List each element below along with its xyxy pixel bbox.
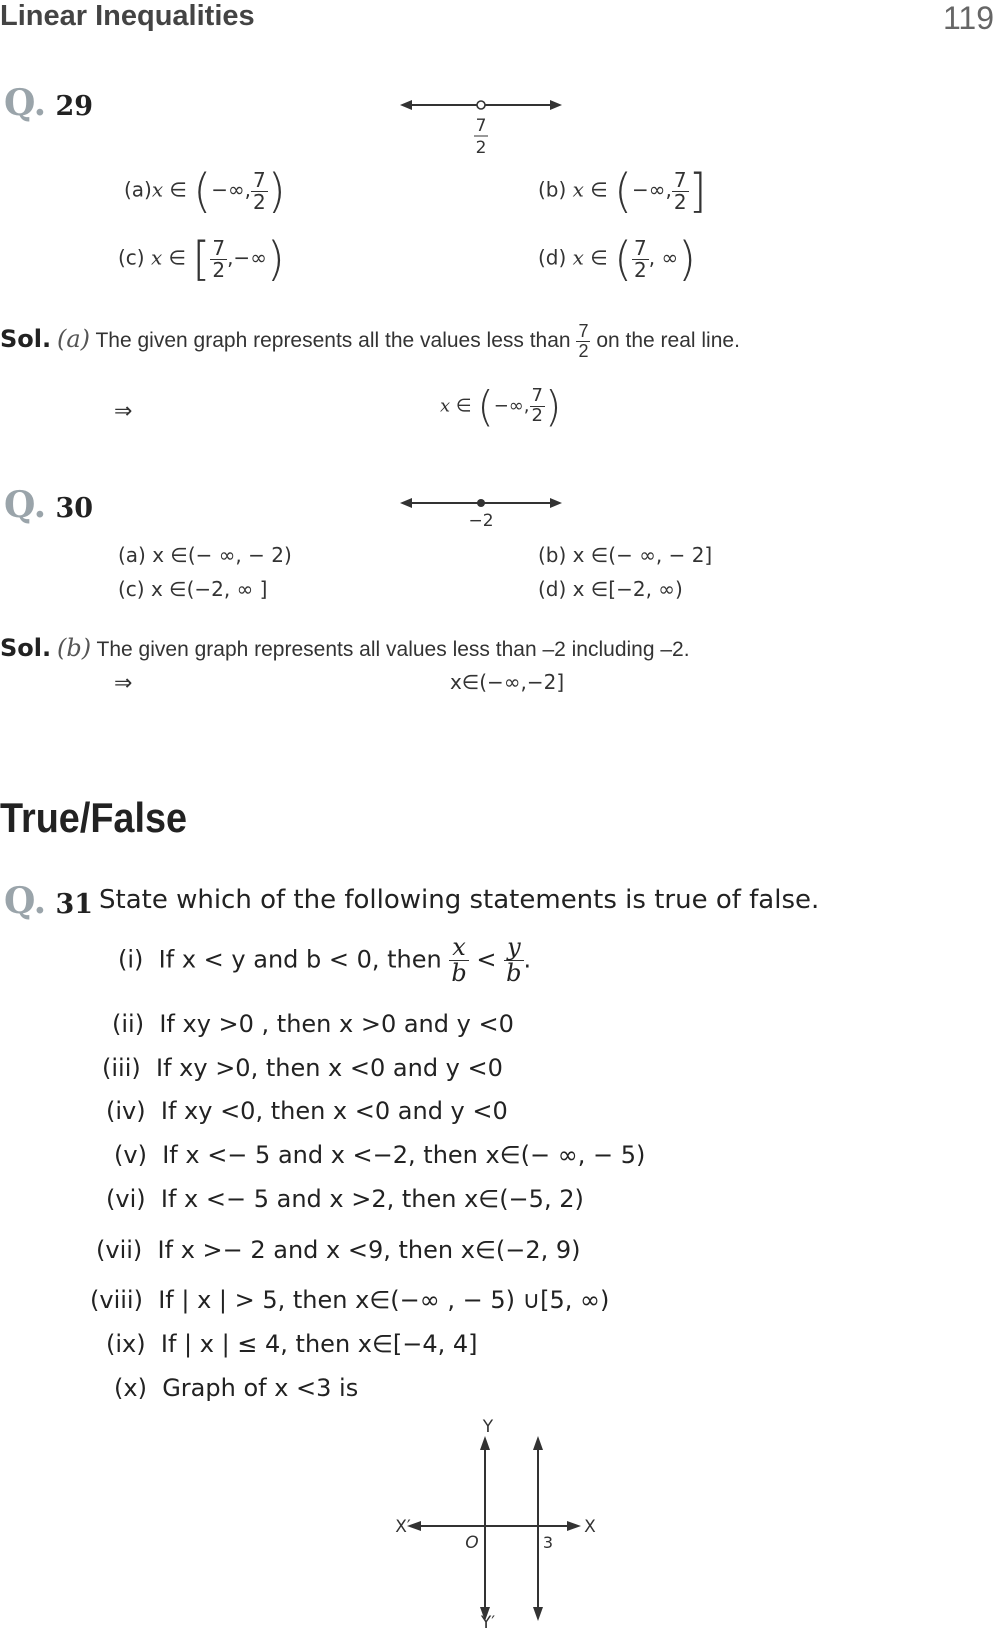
question-31-number: Q. 31 <box>4 880 94 922</box>
q30-solution: Sol. (b) The given graph represents all values less than –2 including –2. <box>0 634 690 662</box>
q30-implies: ⇒ <box>114 670 133 695</box>
q29-implies: ⇒ <box>114 398 133 423</box>
q29-result: x ∈ (−∞, $\frac{7}{2}$ ) <box>440 382 562 431</box>
q29-option-b: (b) x ∈ (−∞, $\frac{7}{2}$ ] <box>538 164 707 218</box>
q31-item-ix: (ix) If | x | ≤ 4, then x∈[−4, 4] <box>106 1330 478 1358</box>
x3-label: 3 <box>542 1533 554 1552</box>
open-point <box>477 101 485 109</box>
q29-option-d: (d) x ∈ ( $\frac{7}{2}$ , ∞) <box>538 232 697 286</box>
y-axis-label: Y <box>482 1418 494 1437</box>
q31-item-iii: (iii) If xy >0, then x <0 and y <0 <box>102 1054 503 1082</box>
q29-option-c: (c) x ∈ [ $\frac{7}{2}$ ,−∞) <box>118 232 285 286</box>
q31-graph <box>395 1418 615 1628</box>
q30-graph-label: −2 <box>468 511 494 531</box>
q30-option-a: (a) x ∈(− ∞, − 2) <box>118 543 292 567</box>
q30-result: x∈(−∞,−2] <box>450 670 565 694</box>
q29-graph-den: 2 <box>475 138 487 158</box>
section-title: True/False <box>0 794 187 841</box>
q29-graph-num: 7 <box>475 116 487 136</box>
q29-solution: Sol. (a) The given graph represents all the values less than $\frac{7}{2}$ on the real line. <box>0 321 740 361</box>
q30-number-line <box>398 488 568 533</box>
q31-item-vi: (vi) If x <− 5 and x >2, then x∈(−5, 2) <box>106 1185 584 1213</box>
page-number: 119 <box>942 0 994 36</box>
q31-item-v: (v) If x <− 5 and x <−2, then x∈(− ∞, − 5) <box>114 1141 646 1169</box>
closed-point <box>477 499 485 507</box>
q31-item-ii: (ii) If xy >0 , then x >0 and y <0 <box>112 1010 514 1038</box>
q31-prompt: State which of the following statements is true of false. <box>99 885 820 915</box>
question-29-number: Q. 29 <box>4 82 94 124</box>
x-neg-axis-label: X′ <box>395 1517 411 1537</box>
q31-item-viii: (viii) If | x | > 5, then x∈(−∞ , − 5) ∪[5, ∞) <box>90 1286 610 1314</box>
q31-item-x: (x) Graph of x <3 is <box>114 1374 359 1402</box>
origin-label: O <box>465 1533 479 1553</box>
y-neg-axis-label: Y′ <box>480 1613 496 1628</box>
q29-option-a: (a)x ∈ (−∞, $\frac{7}{2}$ ) <box>124 164 286 218</box>
question-30-number: Q. 30 <box>4 484 94 526</box>
q31-item-i: (i) If x < y and b < 0, then $\frac{x}{b}$ < $\frac{y}{b}$ . <box>118 933 532 988</box>
q30-option-c: (c) x ∈(−2, ∞ ] <box>118 577 268 601</box>
chapter-title: Linear Inequalities <box>0 0 255 32</box>
q31-item-vii: (vii) If x >− 2 and x <9, then x∈(−2, 9) <box>96 1236 581 1264</box>
x-axis-label: X <box>584 1517 596 1537</box>
q31-item-iv: (iv) If xy <0, then x <0 and y <0 <box>106 1097 508 1125</box>
q30-option-d: (d) x ∈[−2, ∞) <box>538 577 683 601</box>
q30-option-b: (b) x ∈(− ∞, − 2] <box>538 543 713 567</box>
q29-number-line <box>398 90 568 160</box>
